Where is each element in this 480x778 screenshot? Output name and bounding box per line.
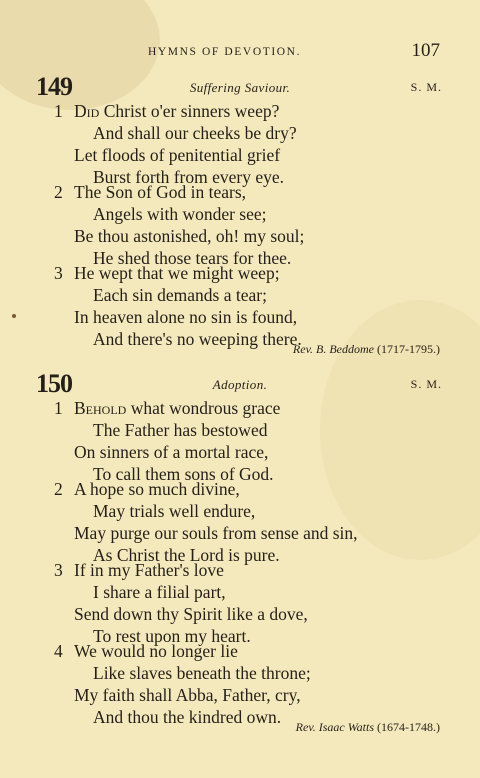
verse-line: And thou the kindred own.: [93, 707, 282, 727]
verse-line: My faith shall Abba, Father, cry,: [74, 685, 301, 705]
verse-line: [54, 478, 240, 500]
hymn-150-attribution: [296, 719, 440, 735]
hymn-title: Suffering Saviour.: [189, 80, 291, 95]
verse-line: And there's no weeping there.: [93, 329, 302, 349]
verse-line: Like slaves beneath the throne;: [93, 663, 311, 683]
verse-line: Angels with wonder see;: [93, 204, 267, 224]
verse-line: [54, 100, 280, 122]
stanza-number: 3: [54, 560, 63, 580]
verse-line-text: He wept that we might weep;: [74, 263, 280, 283]
verse-line: To rest upon my heart.: [93, 626, 251, 646]
verse-line: [54, 397, 281, 419]
verse-line: Each sin demands a tear;: [93, 285, 267, 305]
page-number: 107: [411, 40, 440, 61]
verse-line: The Father has bestowed: [93, 420, 268, 440]
stanza-number: 1: [54, 398, 63, 418]
verse-line: As Christ the Lord is pure.: [93, 545, 280, 565]
verse-line: And shall our cheeks be dry?: [93, 123, 297, 143]
verse-line-text: what wondrous grace: [126, 398, 281, 418]
first-word: Did: [74, 101, 100, 121]
paper-stain: [320, 300, 480, 560]
verse-line-text: We would no longer lie: [74, 641, 238, 661]
hymn-title: Adoption.: [212, 377, 268, 392]
hymn-number: 149: [36, 72, 72, 101]
page-header: [0, 40, 480, 68]
verse-line: To call them sons of God.: [93, 464, 274, 484]
stanza-number: 3: [54, 263, 63, 283]
stanza-number: 4: [54, 641, 63, 661]
hymn-number: 150: [36, 369, 72, 398]
hymn-meter: S. M.: [410, 377, 442, 391]
author-name: Rev. B. Beddome: [292, 342, 374, 356]
verse-line-text: The Son of God in tears,: [74, 182, 247, 202]
first-word: Behold: [74, 398, 127, 418]
ink-speck: [12, 314, 16, 318]
running-head: HYMNS OF DEVOTION.: [148, 46, 302, 58]
hymn-149-heading: [0, 72, 480, 102]
verse-line-text: If in my Father's love: [74, 560, 224, 580]
hymn-meter: S. M.: [410, 80, 442, 94]
verse-line: I share a filial part,: [93, 582, 226, 602]
verse-line-text: A hope so much divine,: [74, 479, 240, 499]
verse-line: In heaven alone no sin is found,: [74, 307, 298, 327]
verse-line: He shed those tears for thee.: [93, 248, 292, 268]
author-dates: (1717-1795.): [374, 342, 440, 356]
verse-line: May purge our souls from sense and sin,: [74, 523, 358, 543]
verse-line: [54, 262, 280, 284]
hymn-149-attribution: [293, 341, 440, 357]
verse-line: May trials well endure,: [93, 501, 256, 521]
verse-line-text: Christ o'er sinners weep?: [99, 101, 280, 121]
hymn-150-heading: [0, 369, 480, 399]
verse-line: Let floods of penitential grief: [74, 145, 281, 165]
verse-line: On sinners of a mortal race,: [74, 442, 269, 462]
verse-line: [54, 559, 224, 581]
verse-line: Be thou astonished, oh! my soul;: [74, 226, 305, 246]
stanza-number: 2: [54, 182, 63, 202]
author-name: Rev. Isaac Watts: [295, 720, 374, 734]
verse-line: Send down thy Spirit like a dove,: [74, 604, 308, 624]
author-dates: (1674-1748.): [374, 720, 440, 734]
verse-line: [54, 181, 247, 203]
stanza-number: 1: [54, 101, 63, 121]
stanza-number: 2: [54, 479, 63, 499]
verse-line: Burst forth from every eye.: [93, 167, 284, 187]
verse-line: [54, 640, 238, 662]
